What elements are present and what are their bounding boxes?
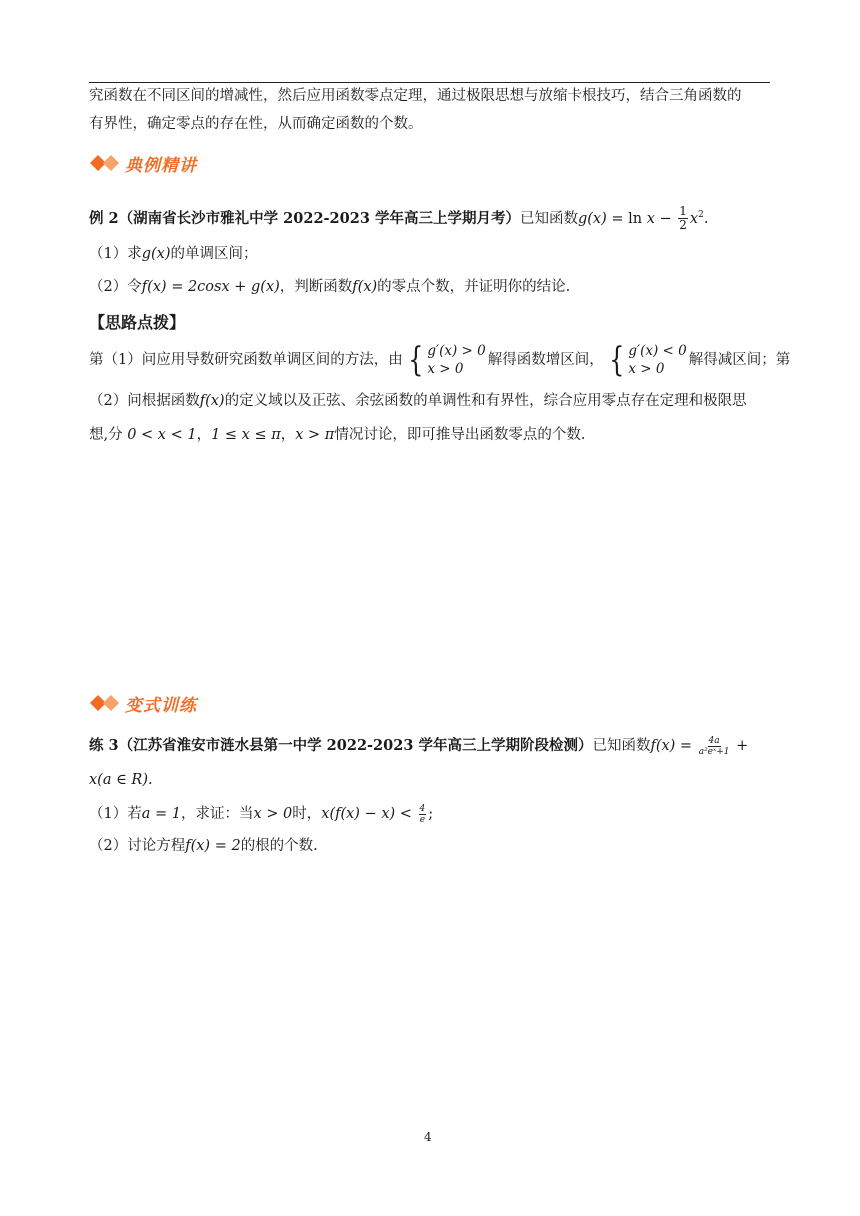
inequality-system-decreasing: { g′(x) < 0 x > 0 bbox=[608, 340, 687, 380]
section-heading-examples bbox=[89, 150, 197, 176]
section-title: 典例精讲 bbox=[125, 155, 197, 176]
hint-line-3: 想,分 0 < x < 1，1 ≤ x ≤ π，x > π情况讨论，即可推导出函数零点的个数. bbox=[89, 427, 586, 443]
intro-line-1: 究函数在不同区间的增减性，然后应用函数零点定理，通过极限思想与放缩卡根技巧，结合三角函数的 bbox=[89, 88, 742, 104]
inequality-system-increasing: { g′(x) > 0 x > 0 bbox=[407, 340, 486, 380]
section-title: 变式训练 bbox=[125, 695, 197, 716]
fraction-4a-over-denominator: $\frac{4a}{\text{a²eˣ+1}}$ bbox=[698, 735, 730, 757]
example-2-question-1: （1）求g(x)的单调区间； bbox=[89, 246, 258, 262]
practice-3-question-2: （2）讨论方程f(x) = 2的根的个数. bbox=[89, 838, 318, 854]
hint-line-2: （2）问根据函数f(x)的定义域以及正弦、余弦函数的单调性和有界性，综合应用零点存在定理和极限思 bbox=[89, 393, 747, 409]
fraction-one-half: $\frac{1}{2}$ bbox=[679, 204, 687, 233]
page-number: 4 bbox=[424, 1130, 432, 1144]
stem-prefix: 已知函数 bbox=[519, 210, 578, 227]
hint-line-1: 第（1）问应用导数研究函数单调区间的方法，由 { g′(x) > 0 x > 0 解得函数增区间， { g′(x) < 0 x > 0 解得减区间；第 bbox=[89, 340, 791, 380]
header-rule bbox=[89, 82, 770, 83]
practice-label: 练 3（江苏省淮安市涟水县第一中学 2022-2023 学年高三上学期阶段检测） bbox=[89, 737, 593, 754]
practice-3-stem-line-2: x(a ∈ R). bbox=[89, 772, 153, 788]
fraction-4-over-e: $\frac{4}{e}$ bbox=[419, 803, 426, 825]
practice-3-stem: 练 3（江苏省淮安市涟水县第一中学 2022-2023 学年高三上学期阶段检测）已知函数f(x) = $\frac{4a}{\text{a²eˣ+1}}$ + bbox=[89, 735, 749, 757]
example-2-stem: 例 2（湖南省长沙市雅礼中学 2022-2023 学年高三上学期月考）已知函数g(x) = ln x − $\frac{1}{2}$ $x^2$. bbox=[89, 204, 709, 233]
practice-3-question-1: （1）若a = 1，求证：当x > 0时，x(f(x) − x) < $\frac{4}{e}$ ; bbox=[89, 803, 434, 825]
hint-title: 【思路点拨】 bbox=[89, 313, 186, 332]
example-2-question-2: （2）令f(x) = 2cosx + g(x)，判断函数f(x)的零点个数，并证明你的结论. bbox=[89, 279, 571, 295]
example-label: 例 2（湖南省长沙市雅礼中学 2022-2023 学年高三上学期月考） bbox=[89, 209, 520, 227]
section-heading-practice bbox=[89, 690, 197, 716]
orange-diamond-arrow-icon bbox=[89, 693, 123, 713]
orange-diamond-arrow-icon bbox=[89, 153, 123, 173]
intro-line-2: 有界性，确定零点的存在性，从而确定函数的个数。 bbox=[89, 116, 423, 132]
